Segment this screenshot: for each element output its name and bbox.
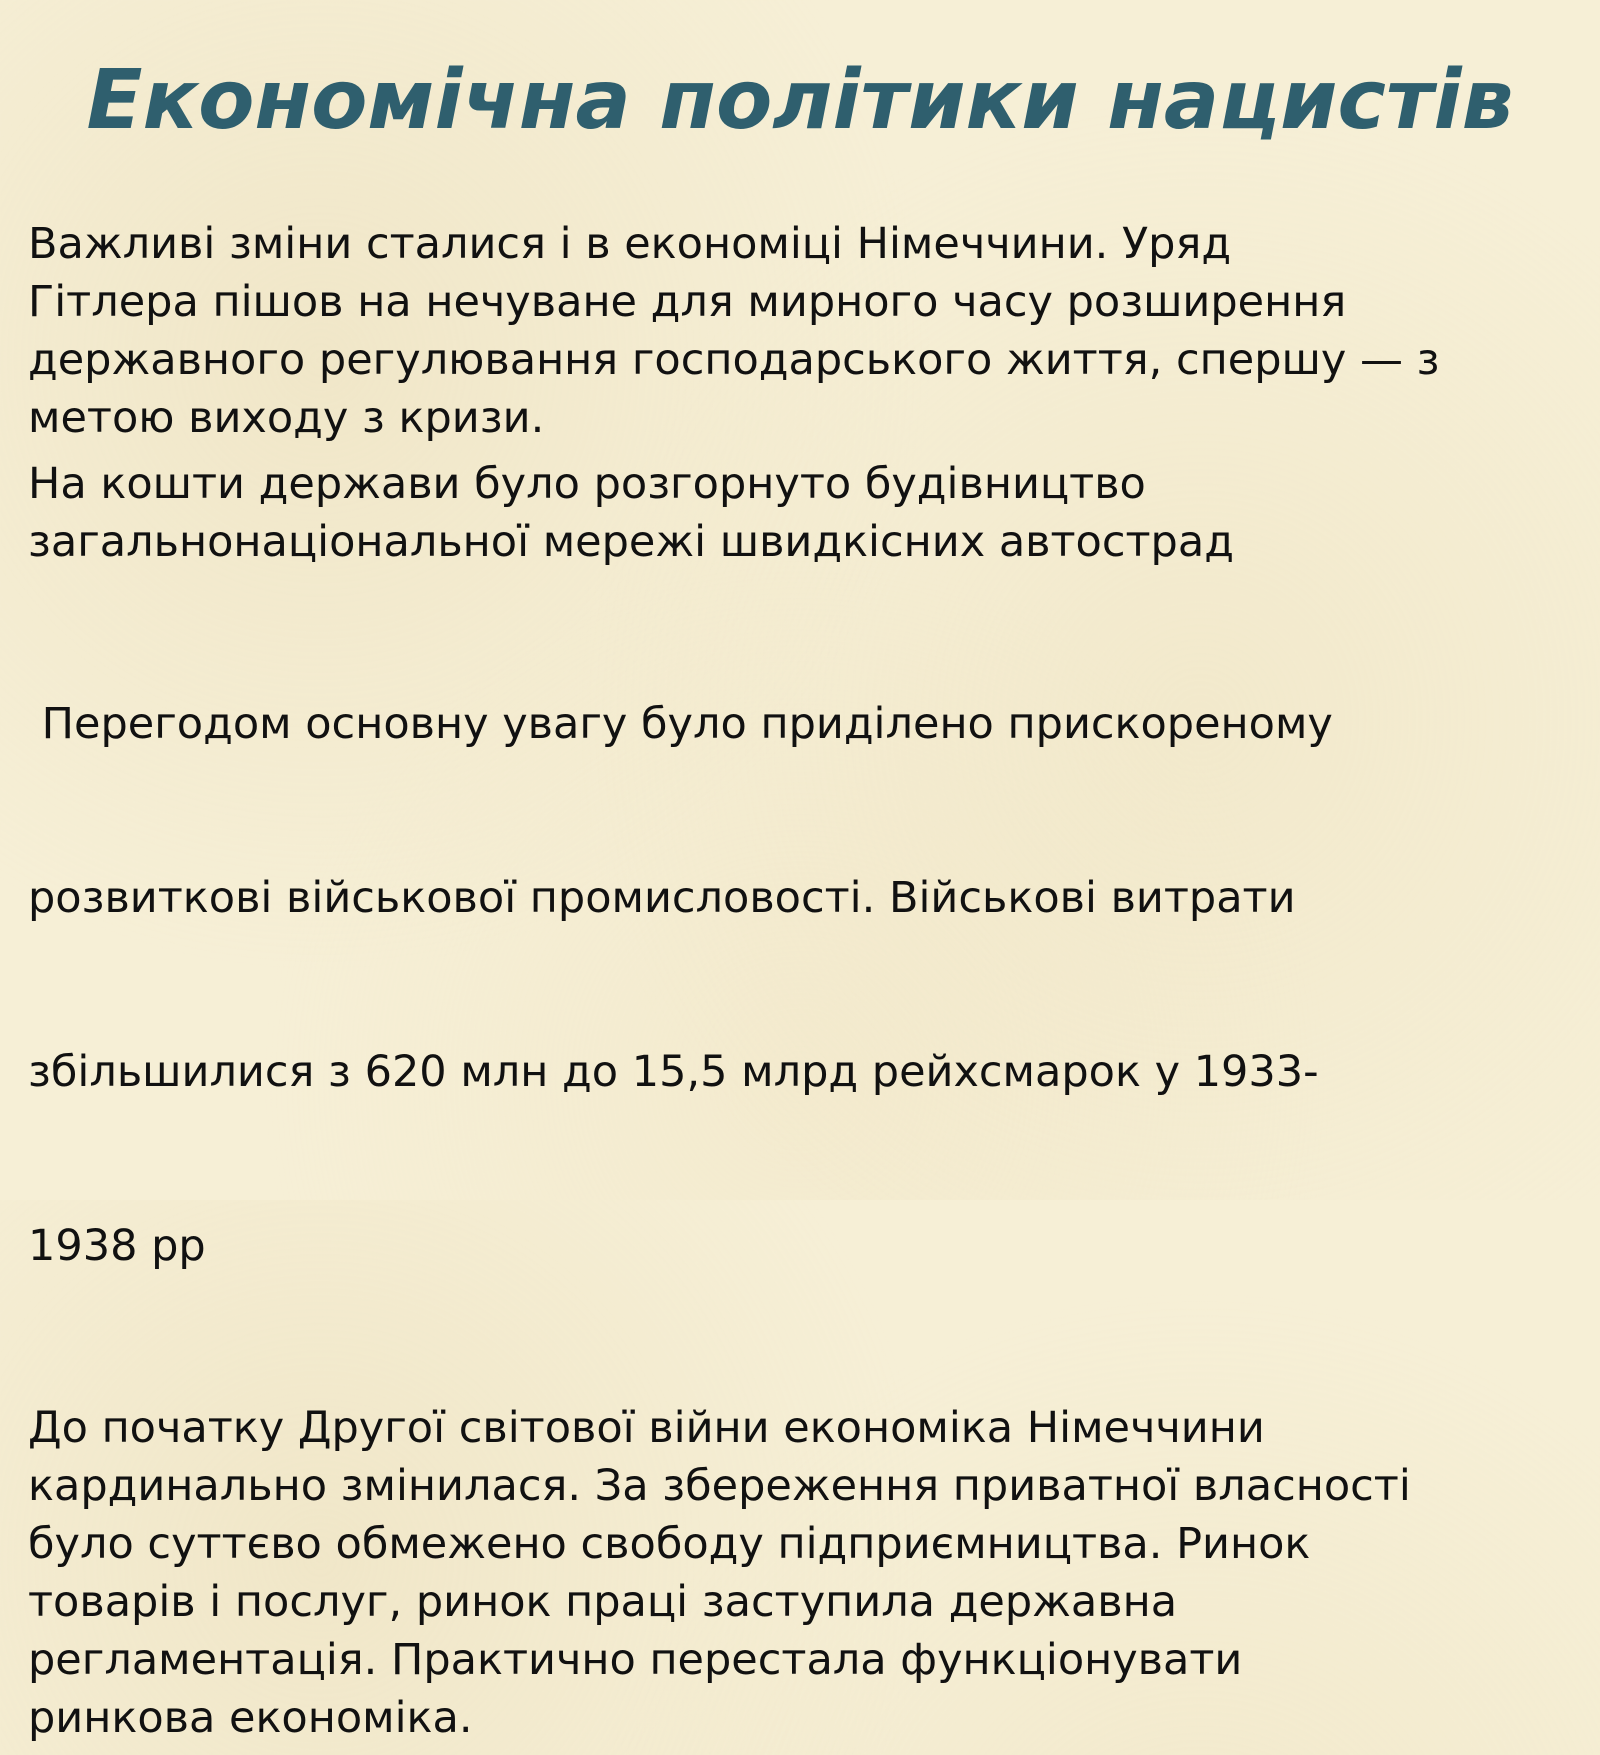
text-line: збільшилися з 620 млн до 15,5 млрд рейхсмарок у 1933- [28,1047,1319,1097]
text-line: Гітлера пішов на нечуване для мирного часу розширення [28,277,1347,327]
text-line: метою виходу з кризи. [28,393,545,443]
text-line: регламентація. Практично перестала функціонувати [28,1635,1243,1685]
text-line: ринкова економіка. [28,1693,473,1743]
text-line: Важливі зміни сталися і в економіці Німеччини. Уряд [28,219,1232,269]
text-line: товарів і послуг, ринок праці заступила державна [28,1577,1178,1627]
paragraph-1 [28,215,1588,447]
text-line: 1938 рр [28,1221,206,1271]
paragraph-4 [28,1399,1588,1747]
paragraph-3 [28,579,1588,1391]
text-line: було суттєво обмежено свободу підприємництва. Ринок [28,1519,1311,1569]
text-line: Перегодом основну увагу було приділено прискореному [28,699,1333,749]
paragraph-2 [28,455,1588,571]
text-line: розвиткові військової промисловості. Військові витрати [28,873,1296,923]
text-line: загальнонаціональної мережі швидкісних автострад [28,517,1234,567]
slide-body [28,215,1588,1755]
text-line: На кошти держави було розгорнуто будівництво [28,459,1146,509]
slide-title: Економічна політики нацистів [86,53,1514,148]
text-line: державного регулювання господарського життя, спершу — з [28,335,1440,385]
text-line: кардинально змінилася. За збереження приватної власності [28,1461,1411,1511]
text-line: До початку Другої світової війни економіка Німеччини [28,1403,1265,1453]
